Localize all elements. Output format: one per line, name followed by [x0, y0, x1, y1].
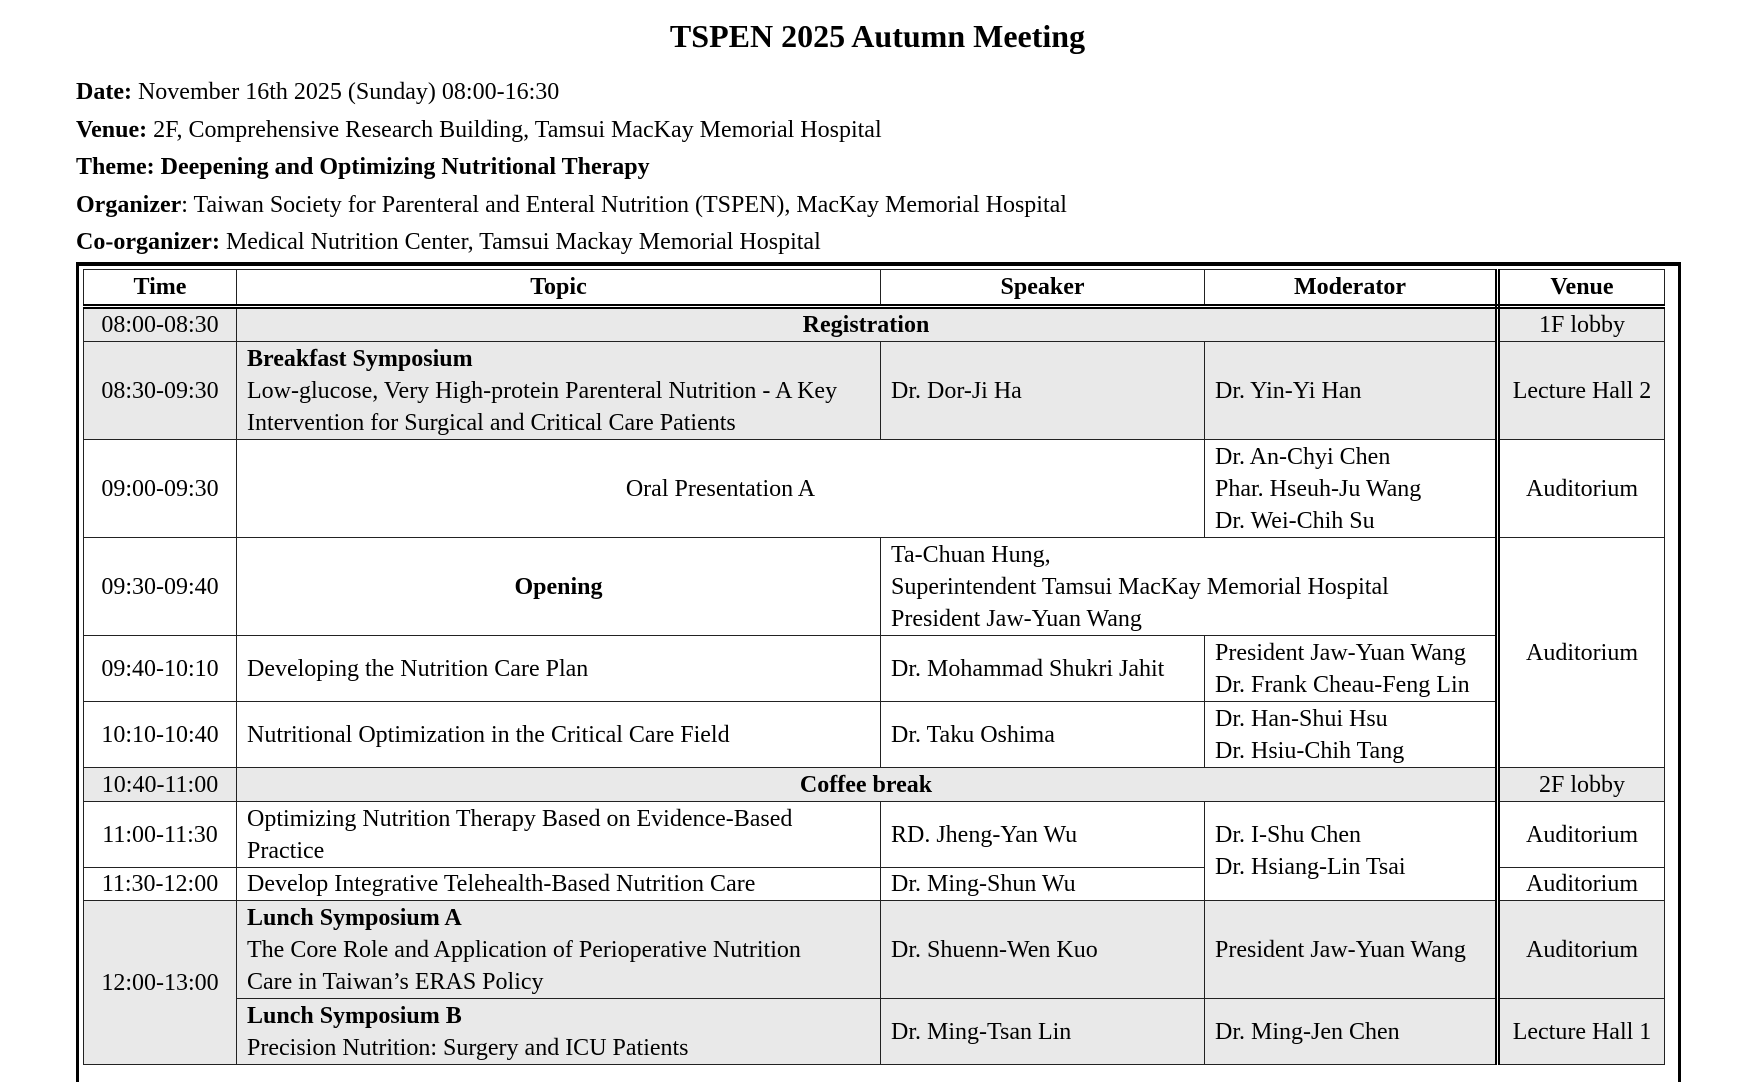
table-row	[84, 342, 1665, 440]
topic-line: Care in Taiwan’s ERAS Policy	[247, 968, 544, 995]
info-organizer	[76, 187, 1067, 225]
moderator-cell: Dr. Yin-Yi Han	[1205, 342, 1498, 440]
info-co-organizer	[76, 224, 1067, 262]
topic-cell: Nutritional Optimization in the Critical Care Field	[237, 702, 881, 768]
venue-cell: 2F lobby	[1498, 768, 1665, 802]
info-label: Co-organizer:	[76, 229, 220, 255]
info-value: Medical Nutrition Center, Tamsui Mackay Memorial Hospital	[219, 229, 821, 255]
topic-cell	[237, 342, 881, 440]
speaker-cell: Dr. Shuenn-Wen Kuo	[881, 901, 1205, 999]
info-venue	[76, 112, 1067, 150]
speaker-cell: Dr. Taku Oshima	[881, 702, 1205, 768]
table-row	[84, 768, 1665, 802]
topic-cell: Develop Integrative Telehealth-Based Nutrition Care	[237, 868, 881, 901]
moderator-cell	[1205, 702, 1498, 768]
time-cell: 09:00-09:30	[84, 440, 237, 538]
topic-line: Low-glucose, Very High-protein Parenteral Nutrition - A Key	[247, 377, 838, 404]
time-cell: 11:30-12:00	[84, 868, 237, 901]
topic-cell	[237, 802, 881, 868]
speaker-line: Superintendent Tamsui MacKay Memorial Hospital	[891, 573, 1389, 600]
table-row	[84, 802, 1665, 868]
venue-cell: Auditorium	[1498, 802, 1665, 868]
speaker-cell: Dr. Dor-Ji Ha	[881, 342, 1205, 440]
topic-heading: Lunch Symposium A	[247, 904, 462, 931]
time-cell: 09:40-10:10	[84, 636, 237, 702]
info-value: November 16th 2025 (Sunday) 08:00-16:30	[131, 79, 560, 105]
venue-cell: Lecture Hall 1	[1498, 999, 1665, 1065]
header-topic: Topic	[237, 270, 881, 307]
venue-cell: 1F lobby	[1498, 307, 1665, 342]
venue-cell: Auditorium	[1498, 538, 1665, 768]
info-value: : Taiwan Society for Parenteral and Enteral Nutrition (TSPEN), MacKay Memorial Hospital	[181, 191, 1067, 218]
schedule-wrapper	[76, 262, 1681, 1082]
speaker-line: President Jaw-Yuan Wang	[891, 605, 1142, 632]
time-cell: 08:00-08:30	[84, 307, 237, 342]
info-theme	[76, 149, 1067, 187]
moderator-name: Dr. Hsiang-Lin Tsai	[1215, 854, 1406, 880]
speaker-cell: Dr. Ming-Shun Wu	[881, 868, 1205, 901]
topic-cell: Opening	[237, 538, 881, 636]
moderator-name: Dr. Frank Cheau-Feng Lin	[1215, 671, 1470, 698]
table-row	[84, 307, 1665, 342]
table-header-row	[84, 270, 1665, 307]
topic-line: Precision Nutrition: Surgery and ICU Patients	[247, 1034, 689, 1061]
page-title: TSPEN 2025 Autumn Meeting	[669, 18, 1086, 54]
moderator-name: Dr. Hsiu-Chih Tang	[1215, 737, 1405, 764]
table-row	[84, 901, 1665, 999]
header-speaker: Speaker	[881, 270, 1205, 307]
venue-cell: Auditorium	[1498, 901, 1665, 999]
table-row	[84, 538, 1665, 636]
moderator-cell: Dr. Ming-Jen Chen	[1205, 999, 1498, 1065]
speaker-cell: RD. Jheng-Yan Wu	[881, 802, 1205, 868]
meeting-info	[76, 74, 1067, 262]
topic-heading: Breakfast Symposium	[247, 345, 473, 372]
table-row	[84, 702, 1665, 768]
topic-cell	[237, 999, 881, 1065]
venue-cell: Auditorium	[1498, 868, 1665, 901]
session-label-cell: Oral Presentation A	[237, 440, 1205, 538]
topic-line: Optimizing Nutrition Therapy Based on Evidence-Based	[247, 805, 793, 832]
info-date	[76, 74, 1067, 112]
topic-line: Practice	[247, 837, 325, 864]
venue-cell: Auditorium	[1498, 440, 1665, 538]
info-value: Deepening and Optimizing Nutritional Therapy	[154, 154, 650, 180]
moderator-cell	[1205, 440, 1498, 538]
speaker-line: Ta-Chuan Hung,	[891, 541, 1051, 568]
header-venue: Venue	[1498, 270, 1665, 307]
info-label: Date:	[76, 79, 132, 105]
info-label: Organizer	[76, 191, 182, 218]
moderator-cell	[1205, 636, 1498, 702]
topic-cell	[237, 901, 881, 999]
table-row	[84, 440, 1665, 538]
time-cell: 12:00-13:00	[84, 901, 237, 1065]
header-moderator: Moderator	[1205, 270, 1498, 307]
time-cell: 09:30-09:40	[84, 538, 237, 636]
moderator-cell	[1205, 802, 1498, 901]
moderator-name: Dr. I-Shu Chen	[1215, 822, 1361, 848]
info-value: 2F, Comprehensive Research Building, Tamsui MacKay Memorial Hospital	[147, 116, 882, 143]
topic-cell: Developing the Nutrition Care Plan	[237, 636, 881, 702]
venue-cell: Lecture Hall 2	[1498, 342, 1665, 440]
info-label: Theme:	[76, 154, 155, 180]
session-label-cell: Coffee break	[237, 768, 1498, 802]
topic-line: Intervention for Surgical and Critical Care Patients	[247, 409, 736, 436]
topic-heading: Lunch Symposium B	[247, 1002, 462, 1029]
topic-line: The Core Role and Application of Perioperative Nutrition	[247, 936, 801, 963]
speaker-cell: Dr. Ming-Tsan Lin	[881, 999, 1205, 1065]
moderator-cell: President Jaw-Yuan Wang	[1205, 901, 1498, 999]
moderator-name: President Jaw-Yuan Wang	[1215, 639, 1466, 666]
time-cell: 11:00-11:30	[84, 802, 237, 868]
info-label: Venue:	[76, 116, 148, 143]
moderator-name: Dr. An-Chyi Chen	[1215, 443, 1391, 470]
header-time: Time	[84, 270, 237, 307]
table-row	[84, 636, 1665, 702]
table-row	[84, 999, 1665, 1065]
time-cell: 08:30-09:30	[84, 342, 237, 440]
moderator-name: Dr. Wei-Chih Su	[1215, 507, 1375, 534]
moderator-name: Phar. Hseuh-Ju Wang	[1215, 475, 1422, 502]
time-cell: 10:10-10:40	[84, 702, 237, 768]
session-label-cell: Registration	[237, 307, 1498, 342]
time-cell: 10:40-11:00	[84, 768, 237, 802]
moderator-name: Dr. Han-Shui Hsu	[1215, 705, 1388, 732]
schedule-table	[83, 269, 1665, 1065]
speaker-cell	[881, 538, 1498, 636]
speaker-cell: Dr. Mohammad Shukri Jahit	[881, 636, 1205, 702]
